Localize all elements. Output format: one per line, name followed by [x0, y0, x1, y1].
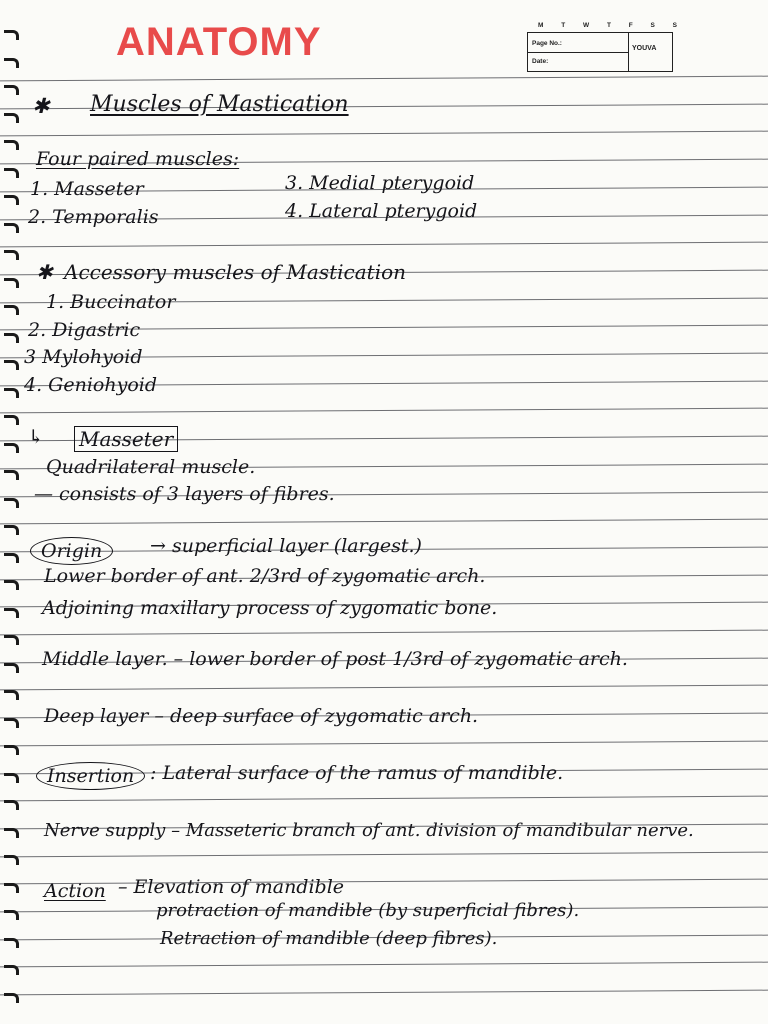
binding-hole [4, 663, 19, 673]
note-line: Middle layer. – lower border of post 1/3rd of zygomatic arch. [42, 648, 628, 670]
list-item: 2. Digastric [28, 319, 141, 341]
note-line: Adjoining maxillary process of zygomatic bone. [42, 597, 498, 619]
origin-label: Origin [30, 537, 113, 565]
binding-hole [4, 85, 19, 95]
binding-hole [4, 168, 19, 178]
ruled-line [0, 685, 768, 691]
binding-hole [4, 938, 19, 948]
binding-hole [4, 30, 19, 40]
binding-hole [4, 800, 19, 810]
binding-hole [4, 305, 19, 315]
binding-hole [4, 250, 19, 260]
ruled-line [0, 131, 768, 137]
arrow-marker: ↳ [28, 426, 44, 448]
binding-hole [4, 828, 19, 838]
binding-hole [4, 278, 19, 288]
binding-hole [4, 690, 19, 700]
ruled-line [0, 962, 768, 968]
binding-hole [4, 223, 19, 233]
list-item: 3 Mylohyoid [24, 346, 143, 368]
binding-hole [4, 745, 19, 755]
binding-hole [4, 855, 19, 865]
date-box-divider [528, 52, 628, 53]
ruled-line [0, 408, 768, 414]
note-line: → superficial layer (largest.) [150, 535, 422, 557]
binding-hole [4, 195, 19, 205]
ruled-line [0, 796, 768, 802]
brand-label: YOUVA [632, 45, 657, 52]
binding-hole [4, 443, 19, 453]
bullet-star-2: ✱ [36, 260, 53, 284]
binding-hole [4, 608, 19, 618]
list-item: 4. Geniohyoid [24, 374, 157, 396]
binding-hole [4, 773, 19, 783]
subheading-masseter: Masseter [74, 426, 178, 452]
note-line: Retraction of mandible (deep fibres). [160, 928, 498, 949]
ruled-line [0, 630, 768, 636]
note-line: Quadrilateral muscle. [46, 456, 256, 478]
binding-hole [4, 635, 19, 645]
page-number-label: Page No.: [532, 40, 562, 47]
list-item: 3. Medial pterygoid [285, 172, 475, 194]
binding-hole [4, 993, 19, 1003]
binding-hole [4, 58, 19, 68]
list-item: 2. Temporalis [28, 206, 159, 228]
binding-hole [4, 470, 19, 480]
binding-hole [4, 140, 19, 150]
bullet-star-1: ✱ [32, 94, 50, 118]
binding-hole [4, 883, 19, 893]
ruled-line [0, 242, 768, 248]
binding-hole [4, 360, 19, 370]
note-line: Lower border of ant. 2/3rd of zygomatic arch. [44, 565, 486, 587]
note-line: — consists of 3 layers of fibres. [34, 483, 335, 505]
page-title: ANATOMY [116, 20, 322, 64]
week-day-markers: M T W T F S S [538, 22, 685, 29]
note-line: – Elevation of mandible [118, 876, 345, 898]
note-line: protraction of mandible (by superficial fibres). [156, 900, 580, 921]
section-heading-muscles: Muscles of Mastication [90, 92, 349, 117]
list-item: 1. Masseter [30, 178, 144, 200]
binding-hole [4, 388, 19, 398]
ruled-line [0, 851, 768, 857]
note-line: : Lateral surface of the ramus of mandible. [150, 762, 564, 784]
ruled-line [0, 76, 768, 82]
binding-hole [4, 113, 19, 123]
ruled-line [0, 740, 768, 746]
binding-hole [4, 498, 19, 508]
page-date-box [527, 32, 673, 72]
binding-hole [4, 525, 19, 535]
ruled-line [0, 990, 768, 996]
binding-hole [4, 718, 19, 728]
insertion-label: Insertion [36, 762, 145, 790]
list-item: 1. Buccinator [46, 291, 176, 313]
binding-hole [4, 580, 19, 590]
note-line: Deep layer – deep surface of zygomatic arch. [44, 705, 479, 727]
binding-hole [4, 333, 19, 343]
binding-hole [4, 415, 19, 425]
section-heading-accessory: Accessory muscles of Mastication [64, 260, 407, 284]
binding-hole [4, 965, 19, 975]
list-item: 4. Lateral pterygoid [285, 200, 478, 222]
binding-hole [4, 553, 19, 563]
binding-hole [4, 910, 19, 920]
ruled-line [0, 519, 768, 525]
action-label: Action [44, 880, 106, 902]
note-line: Four paired muscles: [36, 148, 240, 170]
note-line: Nerve supply – Masseteric branch of ant. division of mandibular nerve. [44, 820, 694, 841]
date-label: Date: [532, 58, 549, 65]
ruled-line [0, 879, 768, 885]
